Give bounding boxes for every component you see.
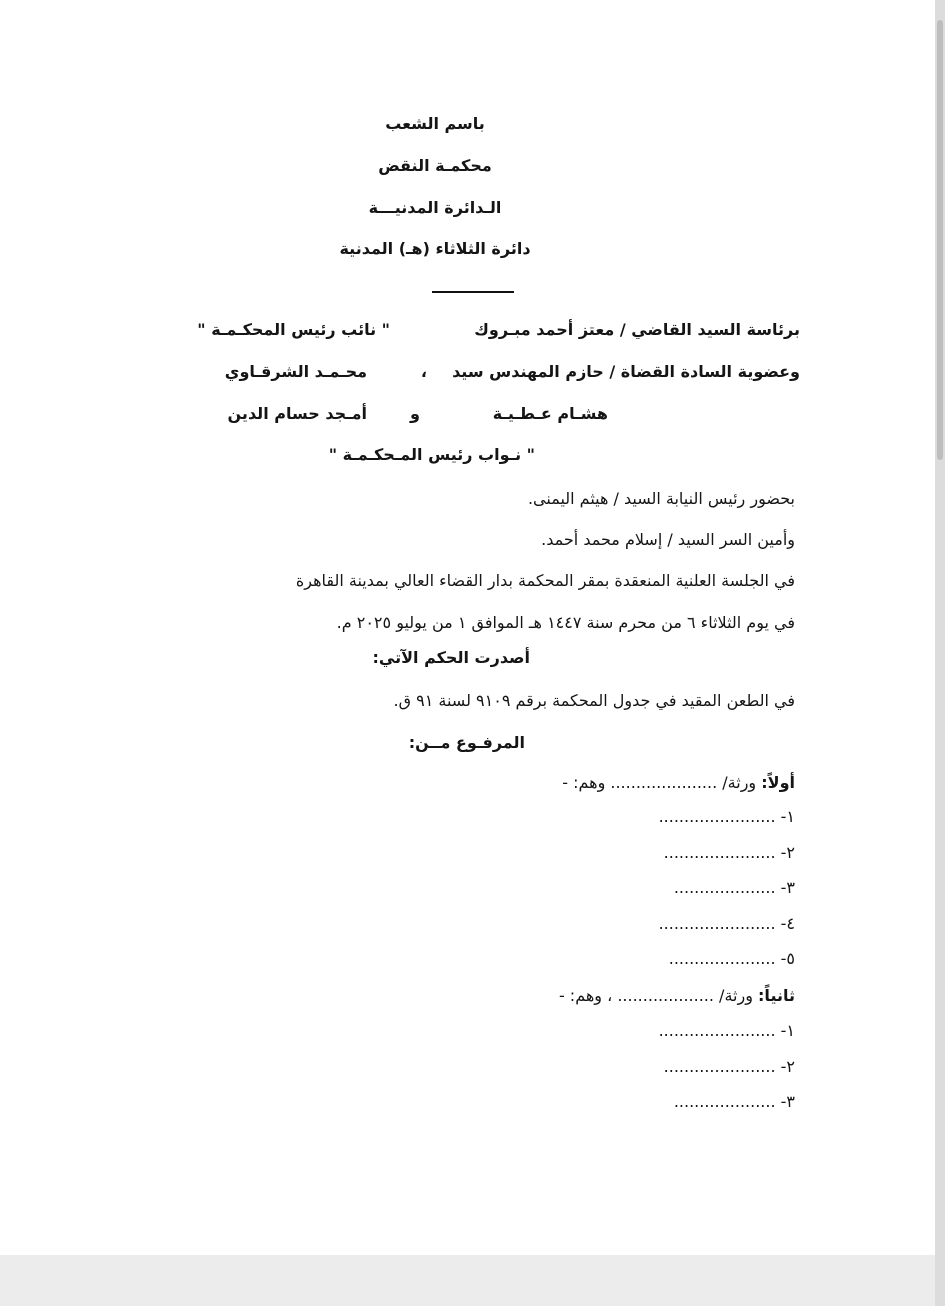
appeal-line: في الطعن المقيد في جدول المحكمة برقم ٩١٠٩ لسنة ٩١ ق. xyxy=(393,691,795,710)
members-line: وعضوية السادة القضاة / حازم المهندس سيد xyxy=(452,362,800,381)
presidency-title: " نائب رئيس المحكـمـة " xyxy=(197,320,390,339)
header-in-the-name-of-people: باسم الشعب xyxy=(385,114,485,133)
judgment-heading: أصدرت الحكم الآتي: xyxy=(372,648,530,667)
members-comma: ، xyxy=(420,362,427,381)
second-party-item-2: ٢- ...................... xyxy=(663,1057,795,1076)
clerk-line: وأمين السر السيد / إسلام محمد أحمد. xyxy=(541,530,795,549)
deputies-title: " نـواب رئيس المـحكـمـة " xyxy=(328,445,535,464)
first-party-text: ورثة/ ..................... وهم: - xyxy=(562,773,757,792)
header-divider xyxy=(432,291,514,293)
second-party-item-1: ١- ....................... xyxy=(658,1021,795,1040)
first-party-item-1: ١- ....................... xyxy=(658,807,795,826)
members-and: و xyxy=(410,404,420,423)
page-bottom-margin xyxy=(0,1255,935,1306)
presidency-line: برئاسة السيد القاضي / معتز أحمد مبـروك xyxy=(474,320,800,339)
first-party-item-4: ٤- ....................... xyxy=(658,914,795,933)
header-tuesday-circuit: دائرة الثلاثاء (هـ) المدنية xyxy=(339,239,531,258)
first-party-item-5: ٥- ..................... xyxy=(668,949,795,968)
member-name-4: أمـجد حسام الدين xyxy=(227,404,367,423)
second-party-label: ثانياً: xyxy=(758,986,795,1005)
member-name-2: محـمـد الشرقـاوي xyxy=(224,362,367,381)
prosecutor-line: بحضور رئيس النيابة السيد / هيثم اليمنى. xyxy=(527,489,795,508)
header-court-name: محكمـة النقض xyxy=(378,156,492,175)
vertical-scrollbar[interactable] xyxy=(935,0,945,1306)
session-date-line: في يوم الثلاثاء ٦ من محرم سنة ١٤٤٧ هـ الموافق ١ من يوليو ٢٠٢٥ م. xyxy=(336,613,795,632)
filed-by-heading: المرفـوع مــن: xyxy=(408,733,525,752)
first-party-line xyxy=(562,772,795,794)
first-party-item-2: ٢- ...................... xyxy=(663,843,795,862)
scrollbar-thumb[interactable] xyxy=(937,20,943,460)
session-location-line: في الجلسة العلنية المنعقدة بمقر المحكمة بدار القضاء العالي بمدينة القاهرة xyxy=(295,571,795,590)
second-party-item-3: ٣- .................... xyxy=(673,1092,795,1111)
member-name-3: هشـام عـطـيـة xyxy=(492,404,608,423)
header-circuit-civil: الـدائرة المدنيـــة xyxy=(368,198,502,217)
second-party-line xyxy=(559,985,795,1007)
first-party-label: أولاً: xyxy=(761,773,795,792)
second-party-text: ورثة/ ................... ، وهم: - xyxy=(558,986,753,1005)
first-party-item-3: ٣- .................... xyxy=(673,878,795,897)
